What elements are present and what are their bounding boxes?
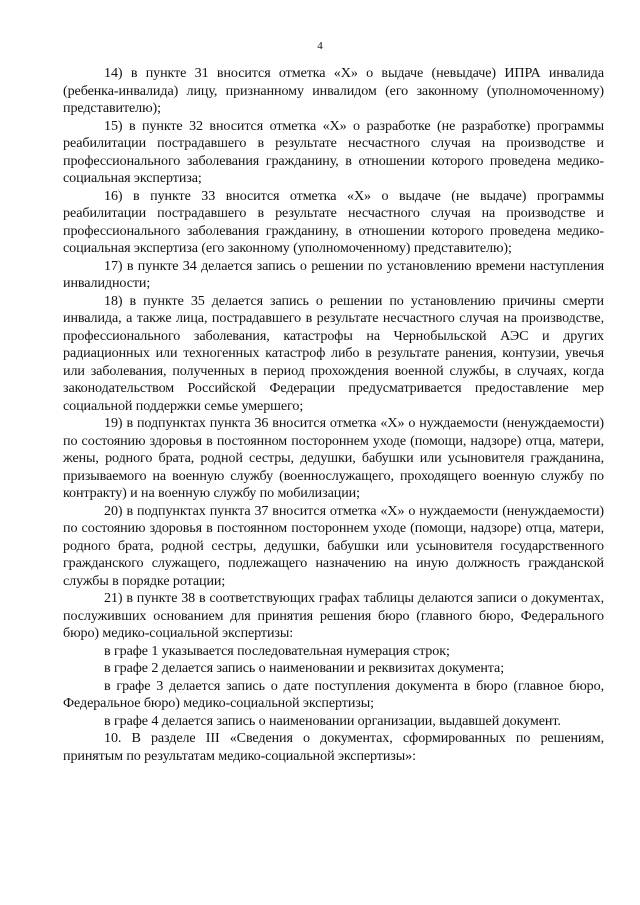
paragraph-item-20: 20) в подпунктах пункта 37 вносится отметка «Х» о нуждаемости (ненуждаемости) по состоянию здоровья в постоянном постороннем уходе (помощи, надзоре) отца, матери, родного брата, родной сестры, дедушки, бабушки или усыновителя государственного гражданского служащего, подлежащего назначению на иную должность гражданской службы в порядке ротации; bbox=[63, 502, 604, 589]
column-1-note: в графе 1 указывается последовательная нумерация строк; bbox=[104, 642, 450, 659]
paragraph-item-19: 19) в подпунктах пункта 36 вносится отметка «Х» о нуждаемости (ненуждаемости) по состоянию здоровья в постоянном постороннем уходе (помощи, надзоре) отца, матери, жены, родного брата, родной сестры, дедушки, бабушки или усыновителя гражданина, призываемого на военную службу (военнослужащего, проходящего военную службу по контракту) и на военную службу по мобилизации; bbox=[63, 415, 604, 501]
paragraph-item-14: 14) в пункте 31 вносится отметка «Х» о выдаче (невыдаче) ИПРА инвалида (ребенка-инвалида) лицу, признанному инвалидом (его законному (уполномоченному) представителю); bbox=[63, 65, 604, 116]
column-3-note: в графе 3 делается запись о дате поступления документа в бюро (главное бюро, Федеральное бюро) медико-социальной экспертизы; bbox=[63, 677, 604, 711]
document-body bbox=[63, 65, 604, 765]
column-2-note: в графе 2 делается запись о наименовании и реквизитах документа; bbox=[104, 660, 505, 676]
paragraph-item-21: 21) в пункте 38 в соответствующих графах таблицы делаются записи о документах, послуживших основанием для принятия решения бюро (главного бюро, Федерального бюро) медико-социальной экспертизы: bbox=[63, 590, 604, 641]
paragraph-item-17: 17) в пункте 34 делается запись о решении по установлению времени наступления инвалидности; bbox=[63, 257, 604, 291]
page-number: 4 bbox=[317, 40, 323, 52]
paragraph-item-15: 15) в пункте 32 вносится отметка «Х» о разработке (не разработке) программы реабилитации пострадавшего в результате несчастного случая на производстве и профессионального заболевания гражданину, в отношении которого проведена медико-социальная экспертиза; bbox=[63, 117, 604, 186]
column-4-note: в графе 4 делается запись о наименовании организации, выдавшей документ. bbox=[104, 712, 561, 729]
paragraph-item-18: 18) в пункте 35 делается запись о решении по установлению причины смерти инвалида, а также лица, пострадавшего в результате несчастного случая на производстве, профессионального заболевания, катастрофы на Чернобыльской АЭС и других радиационных или техногенных катастроф либо в результате ранения, контузии, увечья или заболевания, полученных в период прохождения военной службы, в случаях, когда законодательством Российской Федерации предусматривается предоставление мер социальной поддержки семье умершего; bbox=[63, 292, 604, 414]
paragraph-item-16: 16) в пункте 33 вносится отметка «Х» о выдаче (не выдаче) программы реабилитации пострадавшего в результате несчастного случая на производстве и профессионального заболевания гражданину, в отношении которого проведена медико-социальная экспертиза (его законному (уполномоченному) представителю); bbox=[63, 187, 604, 256]
section-iii-paragraph: 10. В разделе III «Сведения о документах, сформированных по решениям, принятым по результатам медико-социальной экспертизы»: bbox=[63, 730, 604, 764]
